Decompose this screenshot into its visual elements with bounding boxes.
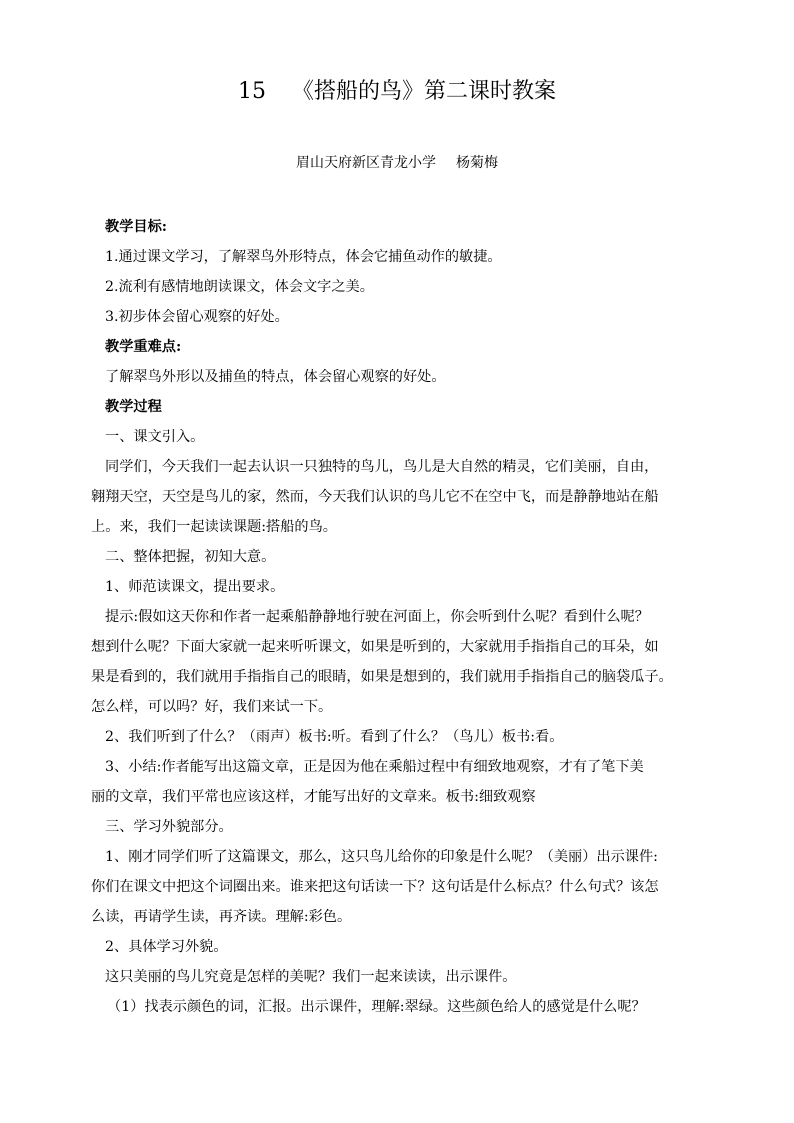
section3-item-1-line-2: 你们在课文中把这个词圈出来。谁来把这句话读一下？这句话是什么标点？什么句式？该怎	[91, 879, 659, 895]
section2-heading: 二、整体把握，初知大意。	[105, 549, 276, 565]
section3-item-2: 2、具体学习外貌。	[105, 939, 228, 955]
objective-item-3: 3.初步体会留心观察的好处。	[105, 309, 289, 325]
section1-line-3: 上。来，我们一起读读课题:搭船的鸟。	[91, 519, 337, 535]
section1-line-2: 翱翔天空，天空是鸟儿的家，然而，今天我们认识的鸟儿它不在空中飞，而是静静地站在船	[91, 489, 659, 505]
section3-item-1-line-3: 么读，再请学生读，再齐读。理解:彩色。	[91, 909, 352, 925]
author-school: 眉山天府新区青龙小学	[296, 155, 436, 171]
section2-hint-line-2: 想到什么呢？下面大家就一起来听听课文，如果是听到的，大家就用手指指自己的耳朵，如	[91, 639, 659, 655]
author-line	[0, 152, 794, 174]
section2-item-3-line-2: 丽的文章，我们平常也应该这样，才能写出好的文章来。板书:细致观察	[91, 789, 536, 805]
objective-item-1: 1.通过课文学习，了解翠鸟外形特点，体会它捕鱼动作的敏捷。	[105, 249, 502, 265]
section3-sub-1: （1）找表示颜色的词，汇报。出示课件，理解:翠绿。这些颜色给人的感觉是什么呢？	[107, 999, 646, 1015]
section2-hint-line-3: 果是看到的，我们就用手指指自己的眼睛，如果是想到的，我们就用手指指自己的脑袋瓜子。	[91, 669, 673, 685]
title-text: 《搭船的鸟》第二课时教案	[291, 79, 556, 104]
section1-heading: 一、课文引入。	[105, 429, 205, 445]
section2-item-2: 2、我们听到了什么？（雨声）板书:听。看到了什么？（鸟儿）板书:看。	[105, 729, 564, 745]
section2-item-1: 1、师范读课文，提出要求。	[105, 579, 285, 595]
section2-hint-line-1: 提示:假如这天你和作者一起乘船静静地行驶在河面上，你会听到什么呢？看到什么呢？	[105, 609, 649, 625]
document-body	[91, 212, 715, 1022]
author-name: 杨菊梅	[456, 155, 498, 171]
key-points-text: 了解翠鸟外形以及捕鱼的特点，体会留心观察的好处。	[105, 369, 446, 385]
section3-heading: 三、学习外貌部分。	[105, 819, 233, 835]
page-title	[0, 76, 794, 108]
objectives-heading: 教学目标:	[105, 219, 167, 235]
section2-hint-line-4: 怎么样，可以吗？好，我们来试一下。	[91, 699, 333, 715]
section2-item-3-line-1: 3、小结:作者能写出这篇文章，正是因为他在乘船过程中有细致地观察，才有了笔下美	[105, 759, 644, 775]
key-points-heading: 教学重难点:	[105, 339, 182, 355]
section3-item-1-line-1: 1、刚才同学们听了这篇课文，那么，这只鸟儿给你的印象是什么呢？（美丽）出示课件:	[105, 849, 658, 865]
section1-line-1: 同学们，今天我们一起去认识一只独特的鸟儿，鸟儿是大自然的精灵，它们美丽，自由，	[105, 459, 659, 475]
objective-item-2: 2.流利有感情地朗读课文，体会文字之美。	[105, 279, 374, 295]
process-heading: 教学过程	[105, 399, 162, 415]
section3-intro: 这只美丽的鸟儿究竟是怎样的美呢？我们一起来读读，出示课件。	[105, 969, 517, 985]
lesson-number: 15	[237, 79, 266, 104]
